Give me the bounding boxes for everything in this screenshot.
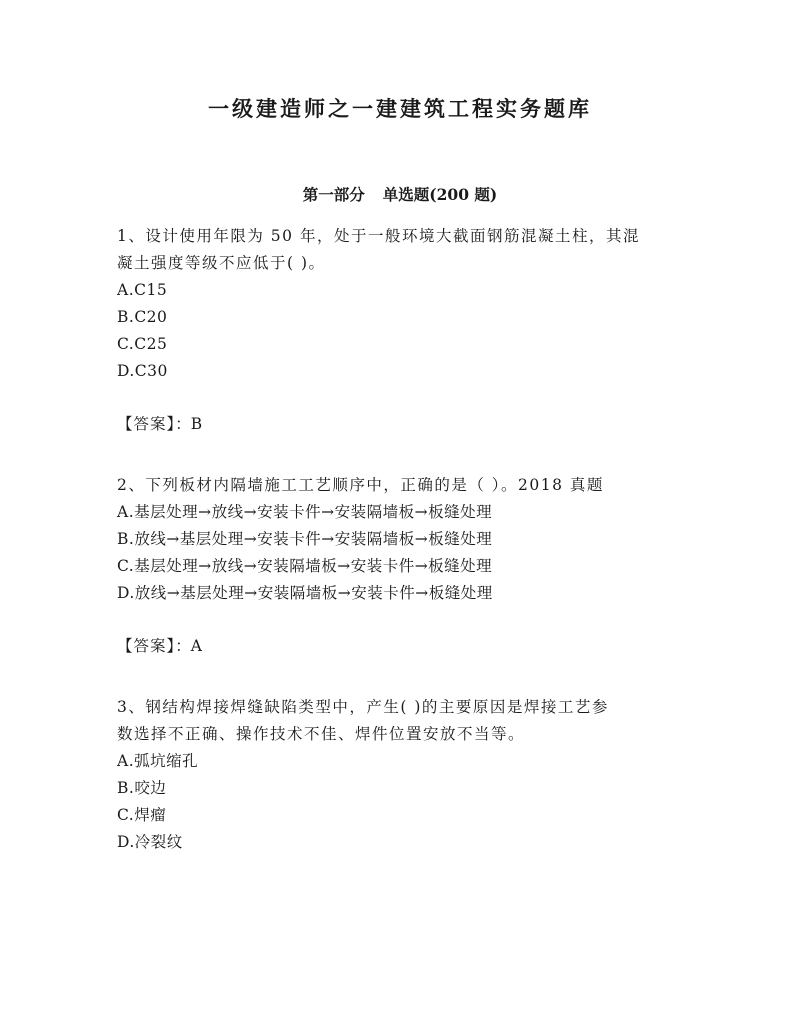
question-stem-line: 3、钢结构焊接焊缝缺陷类型中，产生( )的主要原因是焊接工艺参 [117, 698, 609, 716]
option-c: C.基层处理→放线→安装隔墙板→安装卡件→板缝处理 [117, 557, 493, 575]
option-b: B.咬边 [117, 779, 167, 797]
question-2 [117, 472, 687, 607]
question-stem-line: 数选择不正确、操作技术不佳、焊件位置安放不当等。 [117, 725, 526, 743]
option-d: D.C30 [117, 362, 168, 380]
document-title: 一级建造师之一建建筑工程实务题库 [208, 96, 592, 121]
option-a: A.C15 [117, 281, 168, 299]
question-stem-line: 2、下列板材内隔墙施工工艺顺序中，正确的是（ ）。2018 真题 [117, 476, 604, 494]
option-d: D.放线→基层处理→安装隔墙板→安装卡件→板缝处理 [117, 584, 493, 602]
answer-separator: ： [175, 415, 191, 433]
answer-1 [117, 411, 687, 438]
question-1 [117, 223, 687, 385]
option-d: D.冷裂纹 [117, 833, 183, 851]
question-stem-line: 1、设计使用年限为 50 年，处于一般环境大截面钢筋混凝土柱，其混 [117, 227, 640, 245]
option-a: A.基层处理→放线→安装卡件→安装隔墙板→板缝处理 [117, 503, 493, 521]
answer-label: 【答案】 [117, 415, 176, 433]
answer-2 [117, 633, 687, 660]
question-list [117, 223, 687, 856]
question-3 [117, 694, 687, 856]
answer-label: 【答案】 [117, 637, 176, 655]
section-heading [0, 183, 800, 207]
option-a: A.弧坑缩孔 [117, 752, 199, 770]
answer-separator: ： [175, 637, 191, 655]
section-name: 单选题(200 题) [382, 185, 498, 204]
option-c: C.C25 [117, 335, 168, 353]
section-part: 第一部分 [302, 185, 365, 204]
option-c: C.焊瘤 [117, 806, 167, 824]
answer-value: A [190, 637, 202, 655]
option-b: B.放线→基层处理→安装卡件→安装隔墙板→板缝处理 [117, 530, 493, 548]
question-stem-line: 凝土强度等级不应低于( )。 [117, 254, 326, 272]
option-b: B.C20 [117, 308, 168, 326]
answer-value: B [190, 415, 203, 433]
